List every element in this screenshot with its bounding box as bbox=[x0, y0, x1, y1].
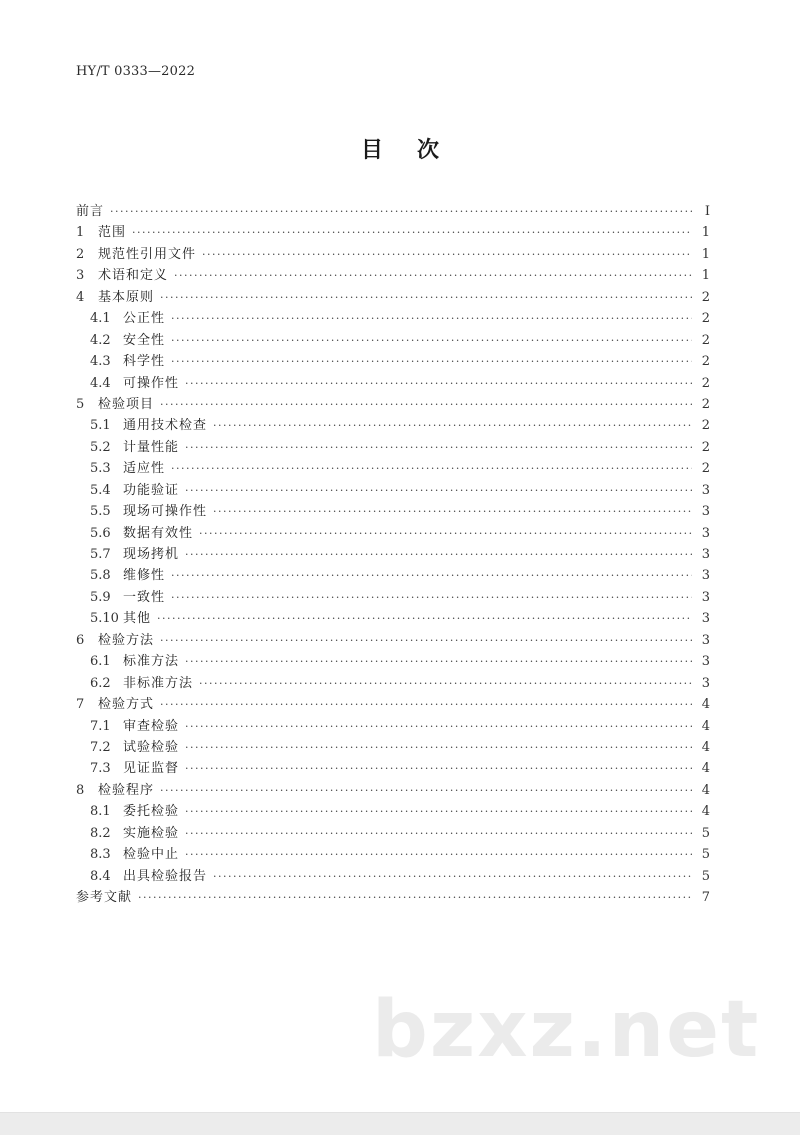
toc-leader-dots bbox=[171, 334, 692, 347]
toc-entry[interactable] bbox=[76, 886, 710, 907]
toc-entry-number: 4.4 bbox=[90, 375, 111, 391]
toc-entry[interactable] bbox=[76, 350, 710, 371]
toc-leader-dots bbox=[199, 527, 692, 540]
toc-entry-number: 5.4 bbox=[90, 482, 111, 498]
toc-leader-dots bbox=[171, 569, 692, 582]
toc-leader-dots bbox=[185, 484, 692, 497]
toc-entry-number: 5.3 bbox=[90, 461, 111, 477]
toc-entry[interactable] bbox=[76, 393, 710, 414]
toc-entry[interactable] bbox=[76, 522, 710, 543]
toc-entry-page: Ⅰ bbox=[704, 204, 710, 219]
toc-entry-label: 科学性 bbox=[123, 354, 166, 370]
toc-entry-page: 2 bbox=[701, 311, 710, 327]
toc-entry-number: 8.3 bbox=[90, 847, 111, 863]
toc-leader-dots bbox=[185, 762, 692, 775]
toc-entry-number: 6.2 bbox=[90, 675, 111, 691]
toc-entry-number: 5.7 bbox=[90, 547, 111, 562]
toc-leader-dots bbox=[160, 698, 692, 711]
toc-entry-page: 1 bbox=[701, 268, 710, 284]
toc-entry-number: 4.1 bbox=[90, 311, 111, 327]
toc-entry-label: 检验程序 bbox=[98, 782, 155, 798]
toc-entry-page: 2 bbox=[701, 439, 710, 455]
toc-entry-page: 2 bbox=[701, 396, 710, 412]
toc-leader-dots bbox=[213, 419, 692, 432]
toc-entry[interactable] bbox=[76, 307, 710, 328]
toc-entry-page: 4 bbox=[701, 697, 710, 713]
toc-leader-dots bbox=[199, 677, 692, 690]
toc-entry[interactable] bbox=[76, 436, 710, 457]
toc-entry-page: 1 bbox=[701, 246, 710, 262]
toc-entry-number: 5.1 bbox=[90, 418, 111, 434]
toc-leader-dots bbox=[174, 269, 692, 282]
toc-entry[interactable] bbox=[76, 672, 710, 693]
toc-entry[interactable] bbox=[76, 457, 710, 478]
toc-entry-page: 3 bbox=[701, 547, 710, 562]
toc-entry-page: 3 bbox=[701, 611, 710, 627]
toc-leader-dots bbox=[160, 398, 692, 411]
toc-leader-dots bbox=[185, 848, 692, 861]
toc-entry-label: 维修性 bbox=[123, 568, 166, 584]
toc-entry-page: 1 bbox=[701, 225, 710, 241]
toc-entry-page: 2 bbox=[701, 354, 710, 370]
toc-entry-number: 4.2 bbox=[90, 332, 111, 348]
toc-entry-label: 一致性 bbox=[123, 589, 166, 605]
toc-entry[interactable] bbox=[76, 243, 710, 264]
toc-entry[interactable] bbox=[76, 479, 710, 500]
toc-leader-dots bbox=[185, 720, 692, 733]
toc-leader-dots bbox=[185, 827, 692, 840]
toc-entry-label: 检验方法 bbox=[98, 632, 155, 648]
toc-entry-label: 范围 bbox=[98, 225, 127, 241]
toc-entry[interactable] bbox=[76, 757, 710, 778]
viewer-bottom-edge bbox=[0, 1112, 800, 1135]
toc-leader-dots bbox=[110, 205, 692, 218]
toc-entry-page: 2 bbox=[701, 332, 710, 348]
toc-entry-label: 通用技术检查 bbox=[123, 418, 208, 434]
toc-entry-page: 2 bbox=[701, 418, 710, 434]
toc-entry-page: 4 bbox=[701, 761, 710, 777]
toc-entry-page: 3 bbox=[701, 654, 710, 670]
toc-leader-dots bbox=[160, 291, 692, 304]
toc-entry-label: 可操作性 bbox=[123, 375, 180, 391]
toc-entry[interactable] bbox=[76, 500, 710, 521]
toc-leader-dots bbox=[171, 462, 692, 475]
toc-entry-page: 3 bbox=[701, 568, 710, 584]
toc-entry-page: 4 bbox=[701, 782, 710, 798]
toc-leader-dots bbox=[157, 612, 692, 625]
toc-entry[interactable] bbox=[76, 822, 710, 843]
toc-entry-label: 检验方式 bbox=[98, 697, 155, 713]
toc-entry-number: 2 bbox=[76, 246, 85, 262]
toc-entry-page: 2 bbox=[701, 375, 710, 391]
toc-entry-number: 4.3 bbox=[90, 354, 111, 370]
toc-entry[interactable] bbox=[76, 329, 710, 350]
toc-leader-dots bbox=[160, 784, 692, 797]
toc-entry-page: 3 bbox=[701, 632, 710, 648]
toc-entry-label: 适应性 bbox=[123, 461, 166, 477]
toc-entry[interactable] bbox=[76, 607, 710, 628]
toc-leader-dots bbox=[185, 377, 692, 390]
toc-leader-dots bbox=[171, 312, 692, 325]
toc-entry-number: 5.5 bbox=[90, 504, 111, 520]
toc-entry[interactable] bbox=[76, 736, 710, 757]
toc-entry-number: 8 bbox=[76, 782, 85, 798]
toc-entry-label: 检验中止 bbox=[123, 847, 180, 863]
toc-entry-page: 2 bbox=[701, 461, 710, 477]
toc-entry-number: 8.1 bbox=[90, 804, 111, 820]
toc-entry-label: 公正性 bbox=[123, 311, 166, 327]
toc-entry-label: 标准方法 bbox=[123, 654, 180, 670]
page-title: 目次 bbox=[360, 137, 473, 163]
toc-entry-label: 出具检验报告 bbox=[123, 868, 208, 884]
toc-entry-label: 其他 bbox=[123, 611, 152, 627]
toc-entry-number: 3 bbox=[76, 268, 85, 284]
toc-entry-page: 4 bbox=[701, 739, 710, 755]
toc-entry-label: 数据有效性 bbox=[123, 525, 194, 541]
toc-entry-page: 3 bbox=[701, 675, 710, 691]
toc-leader-dots bbox=[185, 548, 692, 561]
toc-leader-dots bbox=[185, 655, 692, 668]
toc-entry-page: 3 bbox=[701, 482, 710, 498]
toc-entry[interactable] bbox=[76, 221, 710, 242]
toc-entry[interactable] bbox=[76, 843, 710, 864]
toc-entry-number: 7.2 bbox=[90, 739, 111, 755]
toc-entry-number: 5.2 bbox=[90, 439, 111, 455]
toc-entry-label: 审查检验 bbox=[123, 718, 180, 734]
toc-entry-page: 4 bbox=[701, 804, 710, 820]
toc-entry-label: 基本原则 bbox=[98, 289, 155, 305]
toc-entry-label: 试验检验 bbox=[123, 739, 180, 755]
toc-entry-number: 7 bbox=[76, 697, 85, 713]
toc-entry-number: 6.1 bbox=[90, 654, 111, 670]
toc-entry[interactable] bbox=[76, 650, 710, 671]
toc-entry-label: 参考文献 bbox=[76, 890, 133, 905]
toc-entry-label: 功能验证 bbox=[123, 482, 180, 498]
toc-entry-label: 现场可操作性 bbox=[123, 504, 208, 520]
toc-entry-label: 术语和定义 bbox=[98, 268, 169, 284]
toc-leader-dots bbox=[160, 634, 692, 647]
toc-entry-label: 计量性能 bbox=[123, 439, 180, 455]
toc-entry-page: 5 bbox=[701, 847, 710, 863]
toc-leader-dots bbox=[213, 505, 692, 518]
toc-entry[interactable] bbox=[76, 693, 710, 714]
toc-entry[interactable] bbox=[76, 715, 710, 736]
toc-entry-number: 7.3 bbox=[90, 761, 111, 777]
toc-entry-label: 非标准方法 bbox=[123, 675, 194, 691]
toc-entry-page: 7 bbox=[701, 890, 710, 905]
toc-entry-number: 7.1 bbox=[90, 718, 111, 734]
toc-entry-label: 安全性 bbox=[123, 332, 166, 348]
toc-entry-label: 见证监督 bbox=[123, 761, 180, 777]
toc-entry-number: 5.8 bbox=[90, 568, 111, 584]
toc-entry-label: 现场拷机 bbox=[123, 547, 180, 562]
toc-entry-number: 1 bbox=[76, 225, 85, 241]
toc-entry-label: 前言 bbox=[76, 204, 105, 219]
toc-entry[interactable] bbox=[76, 543, 710, 564]
toc-entry-number: 8.2 bbox=[90, 825, 111, 841]
toc-entry-number: 5.9 bbox=[90, 589, 111, 605]
toc-entry[interactable] bbox=[76, 414, 710, 435]
toc-leader-dots bbox=[132, 226, 692, 239]
toc-entry-label: 实施检验 bbox=[123, 825, 180, 841]
toc-entry[interactable] bbox=[76, 264, 710, 285]
toc-entry-page: 3 bbox=[701, 589, 710, 605]
toc-entry-page: 2 bbox=[701, 289, 710, 305]
toc-entry-number: 5.6 bbox=[90, 525, 111, 541]
watermark: bzxz.net bbox=[372, 985, 761, 1075]
toc-entry-number: 4 bbox=[76, 289, 85, 305]
toc-leader-dots bbox=[138, 891, 692, 904]
toc-entry[interactable] bbox=[76, 865, 710, 886]
toc-entry[interactable] bbox=[76, 629, 710, 650]
toc-entry-page: 5 bbox=[701, 825, 710, 841]
toc-entry[interactable] bbox=[76, 286, 710, 307]
toc-entry-label: 委托检验 bbox=[123, 804, 180, 820]
standard-id: HY/T 0333—2022 bbox=[76, 64, 196, 79]
toc-entry[interactable] bbox=[76, 586, 710, 607]
toc-entry[interactable] bbox=[76, 800, 710, 821]
toc-entry[interactable] bbox=[76, 779, 710, 800]
toc-leader-dots bbox=[202, 248, 692, 261]
toc-leader-dots bbox=[185, 441, 692, 454]
toc-entry-page: 3 bbox=[701, 504, 710, 520]
toc-entry-label: 检验项目 bbox=[98, 396, 155, 412]
toc-entry-page: 3 bbox=[701, 525, 710, 541]
toc-leader-dots bbox=[185, 741, 692, 754]
toc-entry[interactable] bbox=[76, 564, 710, 585]
toc-entry[interactable] bbox=[76, 200, 710, 221]
table-of-contents bbox=[76, 200, 710, 907]
toc-leader-dots bbox=[171, 591, 692, 604]
toc-entry[interactable] bbox=[76, 372, 710, 393]
toc-entry-number: 8.4 bbox=[90, 868, 111, 884]
toc-entry-page: 4 bbox=[701, 718, 710, 734]
toc-entry-number: 6 bbox=[76, 632, 85, 648]
toc-leader-dots bbox=[171, 355, 692, 368]
toc-entry-number: 5 bbox=[76, 396, 85, 412]
toc-entry-label: 规范性引用文件 bbox=[98, 246, 197, 262]
toc-leader-dots bbox=[213, 870, 692, 883]
toc-entry-page: 5 bbox=[701, 868, 710, 884]
toc-entry-number: 5.10 bbox=[90, 611, 119, 627]
toc-leader-dots bbox=[185, 805, 692, 818]
